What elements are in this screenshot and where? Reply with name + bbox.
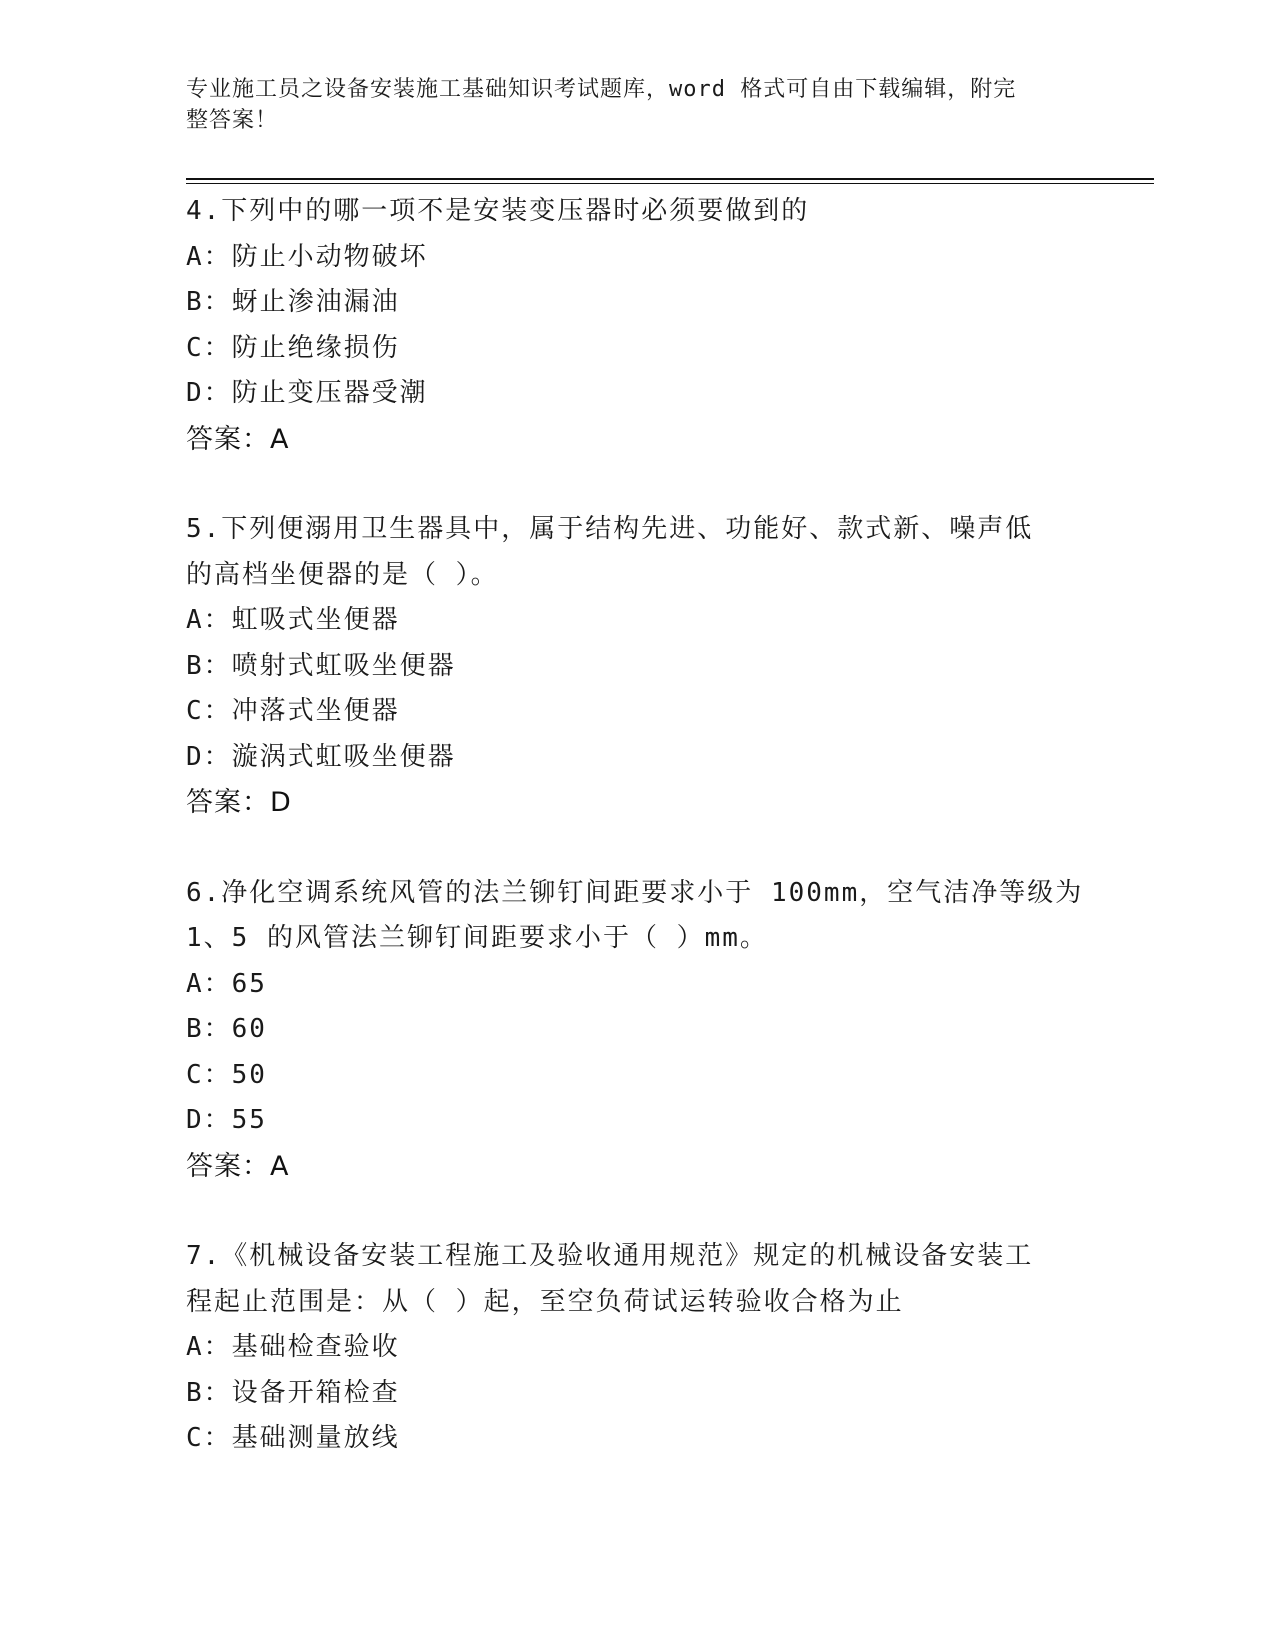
question-4	[186, 189, 1086, 462]
question-5-text-line-2: 的高档坐便器的是（ ）。	[186, 559, 499, 590]
spacer	[186, 826, 1086, 871]
question-7-text-line-1: 7.《机械设备安装工程施工及验收通用规范》规定的机械设备安装工	[186, 1241, 1034, 1271]
question-4-option-a: A：防止小动物破坏	[186, 241, 428, 272]
document-header	[186, 74, 1076, 136]
header-divider-thin	[186, 183, 1154, 184]
spacer	[186, 462, 1086, 507]
header-line-2: 整答案！	[186, 108, 279, 133]
question-6	[186, 871, 1086, 1190]
question-6-answer: 答案：A	[186, 1150, 290, 1182]
spacer	[186, 1189, 1086, 1234]
question-6-option-b: B：60	[186, 1014, 267, 1044]
question-4-answer: 答案：A	[186, 423, 290, 455]
question-4-option-b: B：蚜止渗油漏油	[186, 287, 400, 317]
question-6-text-line-2: 1、5 的风管法兰铆钉间距要求小于（ ）mm。	[186, 923, 768, 953]
question-5-option-c: C：冲落式坐便器	[186, 696, 400, 726]
question-7-option-a: A：基础检查验收	[186, 1332, 400, 1362]
question-4-option-c: C：防止绝缘损伤	[186, 332, 400, 363]
question-7-option-b: B：设备开箱检查	[186, 1377, 400, 1408]
question-4-text: 4.下列中的哪一项不是安装变压器时必须要做到的	[186, 196, 810, 226]
question-7	[186, 1234, 1086, 1462]
question-7-text-line-2: 程起止范围是：从（ ）起，至空负荷试运转验收合格为止	[186, 1286, 904, 1317]
question-6-option-c: C：50	[186, 1059, 267, 1090]
question-5-answer: 答案：D	[186, 787, 292, 818]
question-5-text-line-1: 5.下列便溺用卫生器具中，属于结构先进、功能好、款式新、噪声低	[186, 514, 1034, 544]
question-6-option-a: A：65	[186, 968, 267, 999]
question-7-option-c: C：基础测量放线	[186, 1423, 400, 1453]
question-list	[186, 189, 1086, 1462]
question-5-option-d: D：漩涡式虹吸坐便器	[186, 741, 456, 772]
question-6-text-line-1: 6.净化空调系统风管的法兰铆钉间距要求小于 100mm，空气洁净等级为	[186, 877, 1084, 908]
question-6-option-d: D：55	[186, 1105, 267, 1135]
header-divider-thick	[186, 178, 1154, 180]
header-line-1: 专业施工员之设备安装施工基础知识考试题库，word 格式可自由下载编辑，附完	[186, 77, 1017, 102]
question-5	[186, 507, 1086, 826]
question-5-option-b: B：喷射式虹吸坐便器	[186, 650, 456, 681]
question-5-option-a: A：虹吸式坐便器	[186, 605, 400, 635]
question-4-option-d: D：防止变压器受潮	[186, 378, 428, 408]
